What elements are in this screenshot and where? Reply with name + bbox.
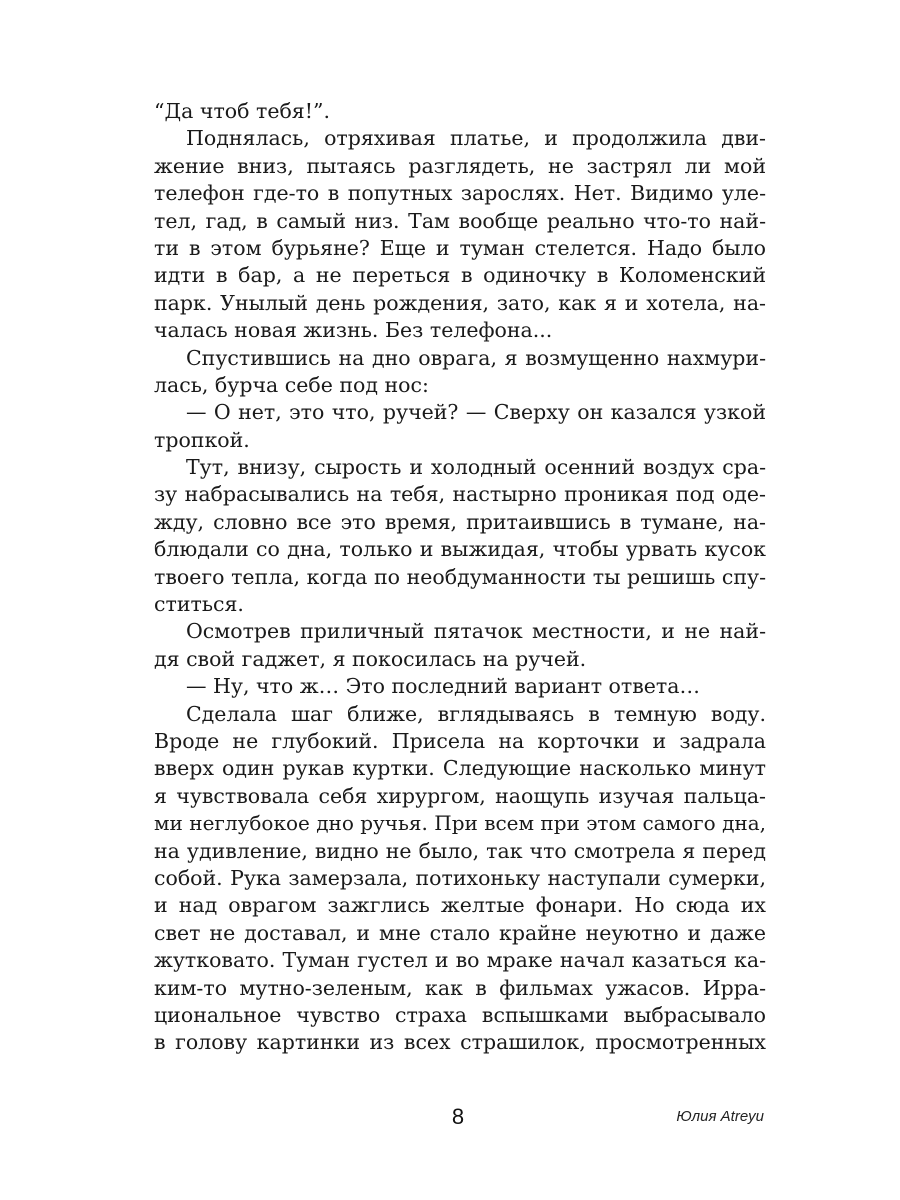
text-line: Вроде не глубокий. Присела на корточки и задрала <box>154 728 766 753</box>
text-line: идти в бар, а не переться в одиночку в Коломенский <box>154 263 766 288</box>
text-line: ститься. <box>154 592 244 617</box>
page-number: 8 <box>451 1104 465 1129</box>
text-line: ким-то мутно-зеленым, как в фильмах ужасов. Ирра- <box>154 975 766 1000</box>
text-line: свет не доставал, и мне стало крайне неуютно и даже <box>154 920 766 945</box>
text-line: Спустившись на дно оврага, я возмущенно нахмури- <box>186 345 766 370</box>
text-line: жение вниз, пытаясь разглядеть, не застрял ли мой <box>154 153 766 178</box>
text-line: я чувствовала себя хирургом, наощупь изучая пальца- <box>154 783 766 808</box>
text-line: парк. Унылый день рождения, зато, как я и хотела, на- <box>154 290 766 315</box>
text-line: вверх один рукав куртки. Следующие насколько минут <box>154 756 766 781</box>
text-line: собой. Рука замерзала, потихоньку наступали сумерки, <box>154 865 766 890</box>
page-body-text <box>154 98 766 1057</box>
text-line: чалась новая жизнь. Без телефона... <box>154 318 553 343</box>
text-line: ми неглубокое дно ручья. При всем при этом самого дна, <box>154 811 766 836</box>
text-line: зу набрасывались на тебя, настырно проникая под оде- <box>154 482 766 507</box>
text-line: Тут, внизу, сырость и холодный осенний воздух сра- <box>186 455 766 480</box>
running-footer-author: Юлия Atreyu <box>676 1108 764 1125</box>
text-line: тропкой. <box>154 427 250 452</box>
text-line: Осмотрев приличный пятачок местности, и не най- <box>186 619 766 644</box>
text-line: в голову картинки из всех страшилок, просмотренных <box>154 1030 766 1055</box>
text-line: Поднялась, отряхивая платье, и продолжила дви- <box>186 126 766 151</box>
text-line: дя свой гаджет, я покосилась на ручей. <box>154 646 587 671</box>
text-line: циональное чувство страха вспышками выбрасывало <box>154 1002 766 1027</box>
text-line: на удивление, видно не было, так что смотрела я перед <box>154 838 766 863</box>
text-line: тел, гад, в самый низ. Там вообще реально что-то най- <box>154 208 766 233</box>
text-line: ти в этом бурьяне? Еще и туман стелется. Надо было <box>154 235 766 260</box>
text-line: твоего тепла, когда по необдуманности ты решишь спу- <box>154 564 766 589</box>
text-line: — О нет, это что, ручей? — Сверху он казался узкой <box>186 400 766 425</box>
text-line: лась, бурча себе под нос: <box>154 372 429 397</box>
text-line: Сделала шаг ближе, вглядываясь в темную воду. <box>186 701 766 726</box>
text-line: телефон где-то в попутных зарослях. Нет. Видимо уле- <box>154 181 766 206</box>
text-line: жутковато. Туман густел и во мраке начал казаться ка- <box>154 948 766 973</box>
text-line: и над оврагом зажглись желтые фонари. Но сюда их <box>154 893 766 918</box>
text-line: “Да чтоб тебя!”. <box>154 99 330 123</box>
text-line: жду, словно все это время, притаившись в тумане, на- <box>154 509 766 534</box>
text-line: — Ну, что ж… Это последний вариант ответа… <box>186 674 700 699</box>
text-line: блюдали со дна, только и выжидая, чтобы урвать кусок <box>154 537 766 562</box>
